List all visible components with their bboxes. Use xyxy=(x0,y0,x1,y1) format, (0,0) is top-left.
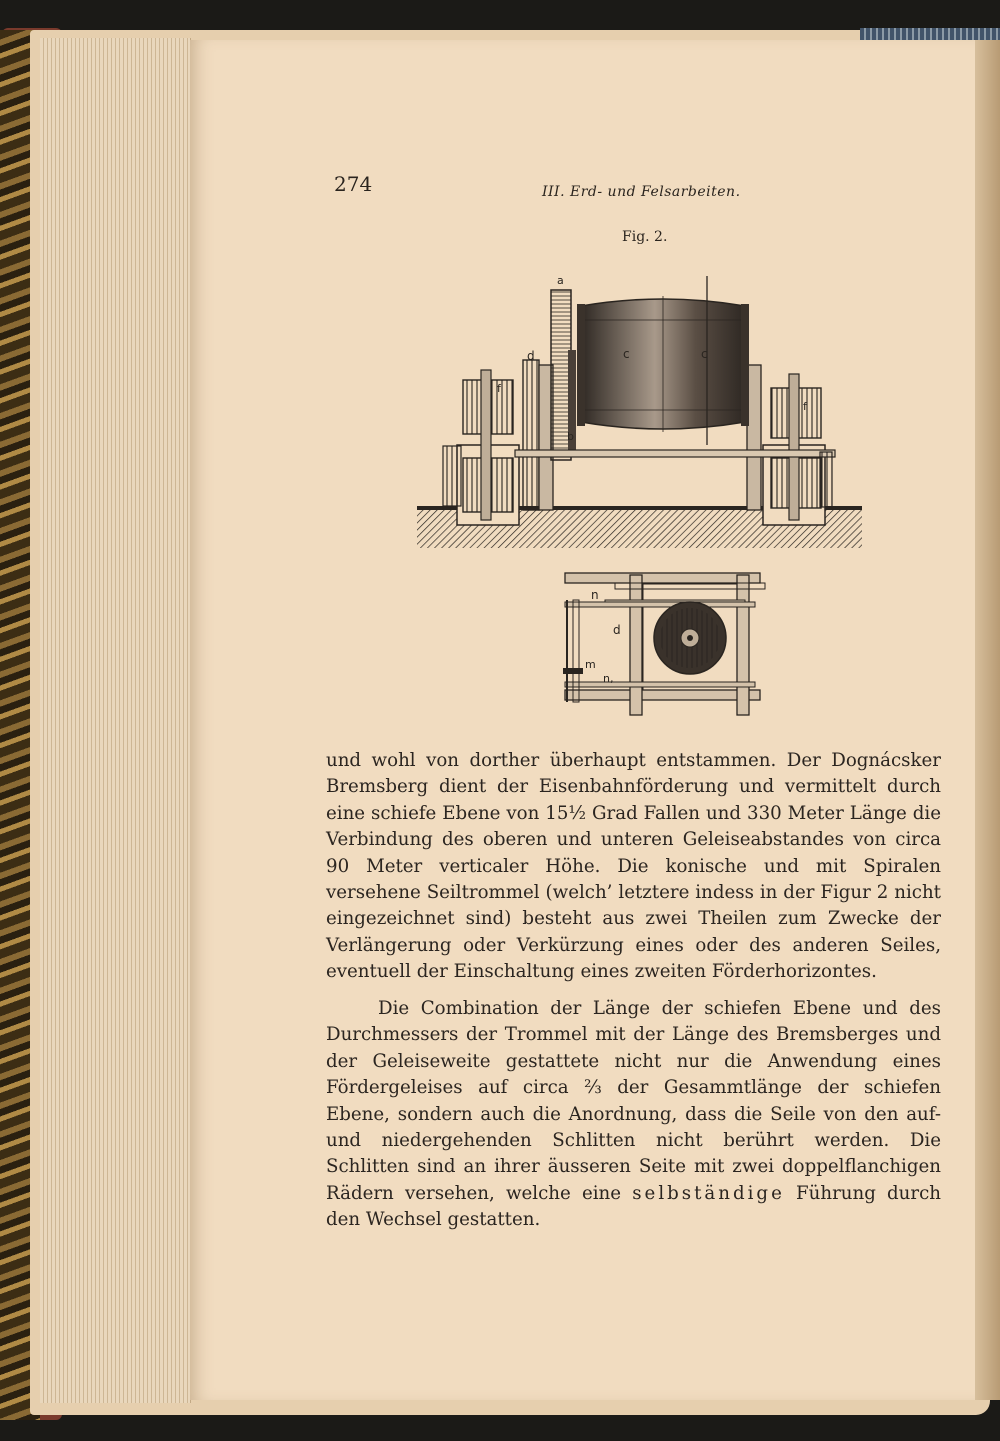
drum-shaft xyxy=(515,450,835,457)
elevation-view xyxy=(417,274,862,548)
label-b: b xyxy=(567,430,574,443)
label-m: m xyxy=(585,658,596,671)
page-number: 274 xyxy=(334,172,373,196)
label-c-left: c xyxy=(623,347,630,361)
label-n: n xyxy=(591,588,599,602)
emphasis-selbstaendige: selbständige xyxy=(632,1182,785,1204)
figure-engraving xyxy=(415,270,865,730)
page-gutter-right xyxy=(975,40,1000,1400)
paragraph-2 xyxy=(326,996,941,1234)
label-f-right: f xyxy=(803,400,807,413)
figure-caption: Fig. 2. xyxy=(622,229,668,245)
label-f-left: f xyxy=(497,382,501,395)
page-edges xyxy=(40,38,191,1403)
plan-view xyxy=(563,573,765,715)
label-a: a xyxy=(557,274,564,287)
label-c-right: c xyxy=(701,347,708,361)
paragraph-2-part-2: Führung durch den Wechsel gestatten. xyxy=(326,1182,941,1231)
running-title: III. Erd- und Felsarbeiten. xyxy=(542,184,741,200)
label-d: d xyxy=(527,349,535,363)
paragraph-1: und wohl von dorther überhaupt entstammen. Der Dognácsker Bremsberg dient der Eisenbahnförderung und vermittelt durch eine schiefe Ebene von 15½ Grad Fallen und 330 Meter Länge die Verbindung des oberen und unteren Geleiseabstandes von circa 90 Meter verticaler Höhe. Die konische und mit Spiralen versehene Seiltrommel (welch’ letztere indess in der Figur 2 nicht eingezeichnet sind) besteht aus zwei Theilen zum Zwecke der Verlängerung oder Verkürzung eines oder des anderen Seiles, eventuell der Einschaltung eines zweiten Förderhorizontes. xyxy=(326,750,941,983)
label-n-prime: n, xyxy=(603,672,614,685)
label-d-plan: d xyxy=(613,623,621,637)
paragraph-2-part-1: Die Combination der Länge der schiefen Ebene und des Durchmessers der Trommel mit der Länge des Bremsberges und der Geleiseweite gestattete nicht nur die Anwendung eines Fördergeleises auf circa ⅔ der Gesammtlänge der schiefen Ebene, sondern auch die Anordnung, dass die Seile von den auf- und niedergehenden Schlitten nicht berührt werden. Die Schlitten sind an ihrer äusseren Seite mit zwei doppelflanchigen Rädern versehen, welche eine xyxy=(326,998,941,1204)
